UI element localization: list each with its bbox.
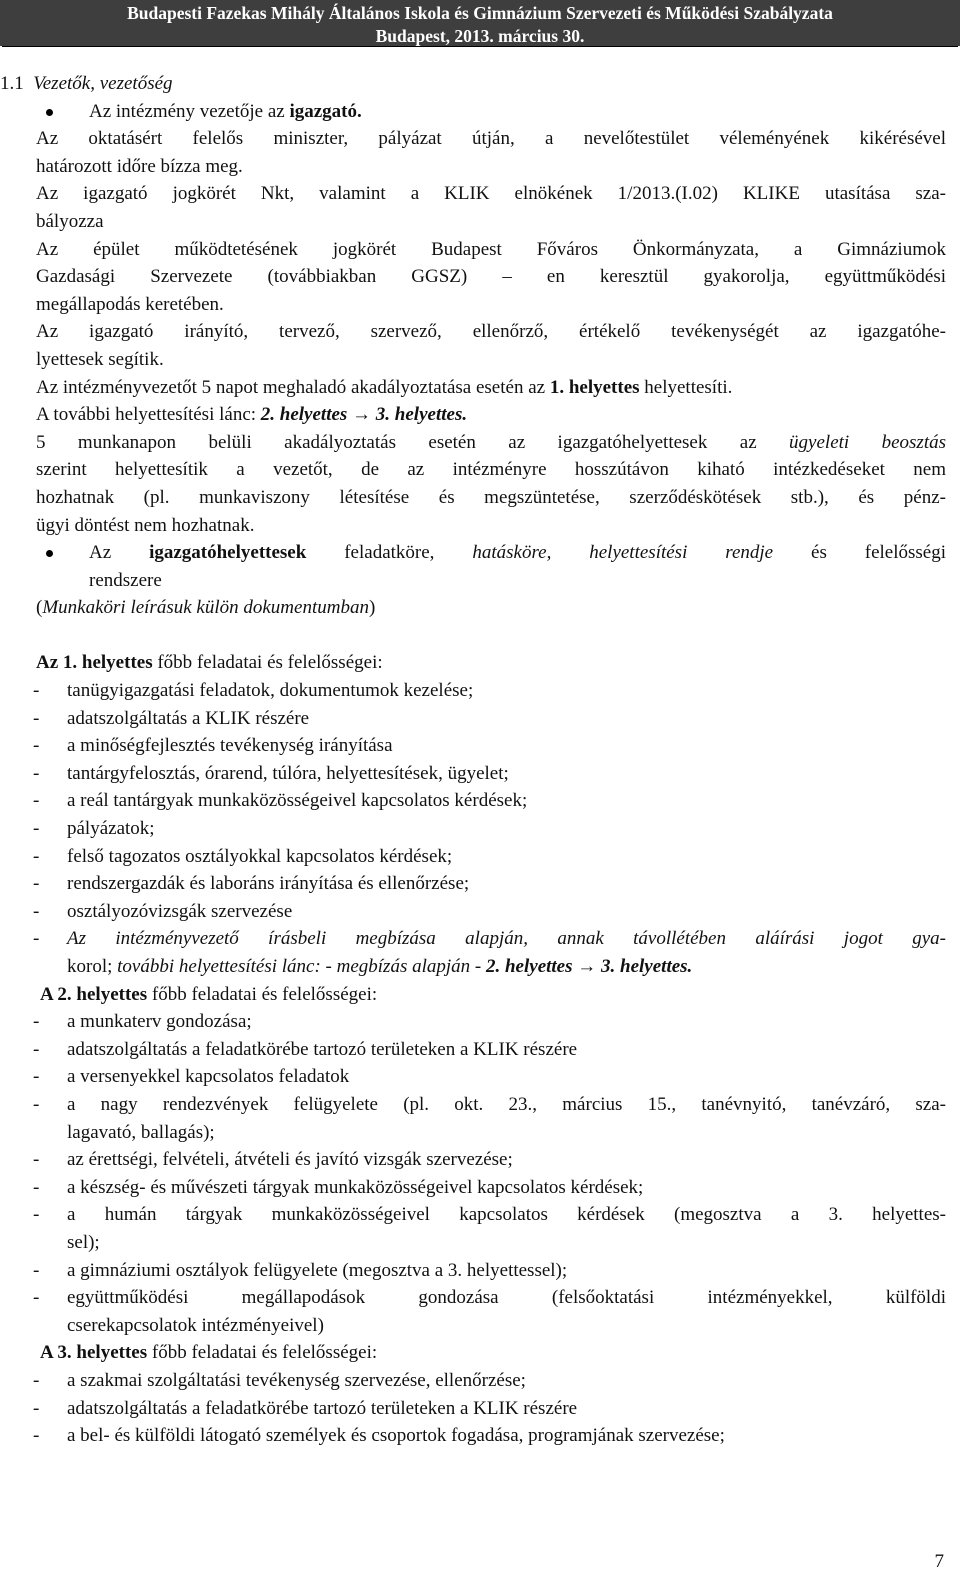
list-item: - osztályozóvizsgák szervezése — [33, 900, 293, 922]
section-title: Vezetők, vezetőség — [33, 73, 173, 94]
list-item: - tantárgyfelosztás, órarend, túlóra, helyettesítések, ügyelet; — [33, 762, 509, 784]
header-title: Budapesti Fazekas Mihály Általános Iskola és Gimnázium Szervezeti és Működési Szabályzata — [127, 3, 833, 23]
document-body — [0, 70, 960, 1450]
list-item: - adatszolgáltatás a feladatkörébe tartozó területeken a KLIK részére — [33, 1397, 578, 1419]
list-item-text: tantárgyfelosztás, órarend, túlóra, helyettesítések, ügyelet; — [67, 762, 509, 784]
list-item-text: a versenyekkel kapcsolatos feladatok — [67, 1066, 350, 1088]
list-item-text: rendszergazdák és laboráns irányítása és ellenőrzése; — [67, 873, 470, 895]
paragraph-short-absence: 5 munkanapon belüli akadályoztatás esetén az igazgatóhelyettesek az ügyeleti beosztás szerint helyettesítik a vezetőt, de az intézményre hosszútávon kiható intézkedéseket nem hozhatnak (pl. munkaviszony létesítése és megszüntetése, szerződéskötések stb.), és pénz- ügyi döntést nem hozhatnak. — [36, 431, 946, 536]
list-item-text: a bel- és külföldi látogató személyek és csoportok fogadása, programjának szervezése; — [67, 1425, 725, 1447]
list-item: - a szakmai szolgáltatási tevékenység szervezése, ellenőrzése; — [33, 1369, 526, 1391]
list-item-text: adatszolgáltatás a feladatkörébe tartozó területeken a KLIK részére — [67, 1038, 578, 1060]
list-item: - tanügyigazgatási feladatok, dokumentumok kezelése; — [33, 680, 474, 702]
bullet-item-director: Az intézmény vezetője az igazgató. — [0, 98, 960, 126]
list-item: - felső tagozatos osztályokkal kapcsolatos kérdések; — [33, 845, 453, 867]
list-deputy-3 — [0, 1367, 960, 1450]
list-item: - rendszergazdák és laboráns irányítása és ellenőrzése; — [33, 873, 470, 895]
list-item: - adatszolgáltatás a KLIK részére — [33, 707, 310, 729]
paragraph-appointment: Az oktatásért felelős miniszter, pályázat útján, a nevelőtestület véleményének kikérésével határozott időre bízza meg. — [36, 128, 946, 177]
list-item-text: a minőségfejlesztés tevékenység irányítása — [67, 735, 393, 757]
section-number: 1.1 — [0, 73, 24, 94]
list-item-text: felső tagozatos osztályokkal kapcsolatos kérdések; — [67, 845, 453, 867]
list-item: - a bel- és külföldi látogató személyek és csoportok fogadása, programjának szervezése; — [33, 1425, 725, 1447]
heading-deputy-1: Az 1. helyettes főbb feladatai és felelősségei: — [36, 652, 383, 674]
list-item: - adatszolgáltatás a feladatkörébe tartozó területeken a KLIK részére — [33, 1038, 578, 1060]
list-item-text: az érettségi, felvételi, átvételi és javító vizsgák szervezése; — [67, 1149, 513, 1171]
list-item: - a reál tantárgyak munkaközösségeivel kapcsolatos kérdések; — [33, 790, 528, 812]
list-deputy-2 — [0, 1008, 960, 1091]
section-heading — [0, 70, 960, 98]
list-item-text: a készség- és művészeti tárgyak munkaközösségeivel kapcsolatos kérdések; — [67, 1176, 644, 1198]
list-item: - az érettségi, felvételi, átvételi és javító vizsgák szervezése; — [33, 1149, 513, 1171]
list-item: - a minőségfejlesztés tevékenység irányítása — [33, 735, 393, 757]
heading-deputy-2: A 2. helyettes főbb feladatai és felelősségei: — [40, 983, 378, 1005]
list-item: - együttműködési megállapodások gondozása (felsőoktatási intézményekkel, külföldi cserekapcsolatok intézményeivel) — [33, 1287, 946, 1336]
list-item: - Az intézményvezető írásbeli megbízása alapján, annak távollétében aláírási jogot gya- korol; további helyettesítési lánc: - megbízás alapján - 2. helyettes → 3. helyettes. — [33, 928, 946, 977]
list-item: - a nagy rendezvények felügyelete (pl. okt. 23., március 15., tanévnyitó, tanévzáró, sza- lagavató, ballagás); — [33, 1093, 946, 1143]
bullet-icon — [46, 550, 53, 557]
list-item: - a gimnáziumi osztályok felügyelete (megosztva a 3. helyettessel); — [33, 1259, 568, 1281]
header-date: Budapest, 2013. március 30. — [375, 26, 585, 46]
bullet-icon — [46, 109, 53, 116]
list-item-text: pályázatok; — [67, 818, 155, 840]
list-item-text: adatszolgáltatás a KLIK részére — [67, 707, 310, 729]
list-item-text: osztályozóvizsgák szervezése — [67, 900, 293, 922]
page-number: 7 — [934, 1551, 944, 1572]
list-item: - a versenyekkel kapcsolatos feladatok — [33, 1066, 350, 1088]
list-deputy-1 — [0, 677, 960, 925]
list-item-text: adatszolgáltatás a feladatkörébe tartozó területeken a KLIK részére — [67, 1397, 578, 1419]
list-item: - pályázatok; — [33, 818, 155, 840]
list-item: - a munkaterv gondozása; — [33, 1011, 252, 1033]
paragraph-authority: Az igazgató jogkörét Nkt, valamint a KLIK elnökének 1/2013.(I.02) KLIKE utasítása sza- bályozza — [36, 183, 946, 232]
paragraph-substitution-chain: A további helyettesítési lánc: 2. helyettes → 3. helyettes. — [36, 404, 468, 426]
list-item-text: a szakmai szolgáltatási tevékenység szervezése, ellenőrzése; — [67, 1369, 526, 1391]
list-item-text: a munkaterv gondozása; — [67, 1011, 252, 1033]
list-item: - a humán tárgyak munkaközösségeivel kapcsolatos kérdések (megosztva a 3. helyettes- sel); — [33, 1204, 946, 1253]
list-item-text: a reál tantárgyak munkaközösségeivel kapcsolatos kérdések; — [67, 790, 528, 812]
bullet-item-deputies: Az igazgatóhelyettesek feladatköre, hatásköre, helyettesítési rendje és felelősségi rendszere — [0, 539, 960, 594]
list-item-text: tanügyigazgatási feladatok, dokumentumok kezelése; — [67, 680, 474, 702]
list-deputy-2-cont — [0, 1146, 960, 1201]
paragraph-deputies: Az igazgató irányító, tervező, szervező, ellenőrző, értékelő tevékenységét az igazgatóhe- lyettesek segítik. — [36, 321, 946, 370]
paragraph-operation: Az épület működtetésének jogkörét Budapest Főváros Önkormányzata, a Gimnáziumok Gazdasági Szervezete (továbbiakban GGSZ) – en keresztül gyakorolja, együttműködési megállapodás keretében. — [36, 238, 946, 315]
document-header — [0, 0, 960, 46]
heading-deputy-3: A 3. helyettes főbb feladatai és felelősségei: — [40, 1342, 378, 1364]
list-item: - a készség- és művészeti tárgyak munkaközösségeivel kapcsolatos kérdések; — [33, 1176, 644, 1198]
paragraph-job-description-note: (Munkaköri leírásuk külön dokumentumban) — [36, 597, 376, 619]
paragraph-substitution: Az intézményvezetőt 5 napot meghaladó akadályoztatása esetén az 1. helyettes helyettesíti. — [36, 376, 733, 398]
